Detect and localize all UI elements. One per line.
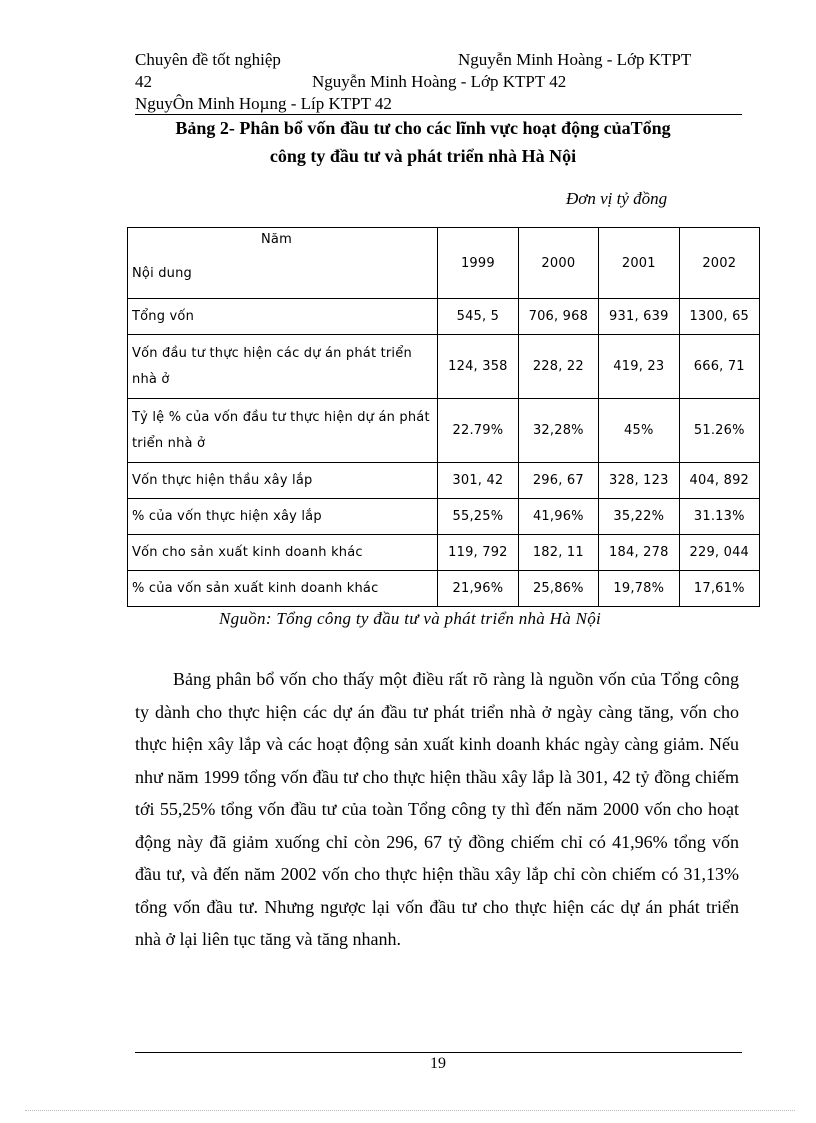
table-cell: 32,28% bbox=[518, 399, 598, 463]
table-header-row bbox=[128, 228, 760, 299]
table-cell: 17,61% bbox=[679, 571, 759, 607]
page-bottom-edge bbox=[25, 1110, 795, 1111]
row-label: Vốn thực hiện thầu xây lắp bbox=[128, 463, 438, 499]
page-number: 19 bbox=[430, 1055, 446, 1072]
table-cell: 124, 358 bbox=[438, 335, 518, 399]
table-cell: 296, 67 bbox=[518, 463, 598, 499]
table-cell: 229, 044 bbox=[679, 535, 759, 571]
table-cell: 35,22% bbox=[599, 499, 679, 535]
table-row bbox=[128, 535, 760, 571]
table-cell: 19,78% bbox=[599, 571, 679, 607]
table-cell: 41,96% bbox=[518, 499, 598, 535]
header-class-number: 42 bbox=[135, 72, 152, 91]
year-header: 2001 bbox=[599, 228, 679, 299]
table-cell: 1300, 65 bbox=[679, 299, 759, 335]
footer-rule bbox=[135, 1052, 742, 1053]
row-label: Vốn đầu tư thực hiện các dự án phát triển nhà ở bbox=[128, 335, 438, 399]
corner-content-label: Nội dung bbox=[132, 266, 193, 281]
table-cell: 25,86% bbox=[518, 571, 598, 607]
header-rule bbox=[135, 114, 742, 115]
table-cell: 931, 639 bbox=[599, 299, 679, 335]
table-cell: 328, 123 bbox=[599, 463, 679, 499]
row-label: Tỷ lệ % của vốn đầu tư thực hiện dự án phát triển nhà ở bbox=[128, 399, 438, 463]
table-cell: 22.79% bbox=[438, 399, 518, 463]
table-title-line2: công ty đầu tư và phát triển nhà Hà Nội bbox=[269, 146, 577, 166]
table-cell: 45% bbox=[599, 399, 679, 463]
table-cell: 119, 792 bbox=[438, 535, 518, 571]
row-label: % của vốn thực hiện xây lắp bbox=[128, 499, 438, 535]
table-corner-cell bbox=[128, 228, 438, 299]
year-header: 2000 bbox=[518, 228, 598, 299]
table-cell: 419, 23 bbox=[599, 335, 679, 399]
table-cell: 31.13% bbox=[679, 499, 759, 535]
table-row bbox=[128, 335, 760, 399]
row-label: % của vốn sản xuất kinh doanh khác bbox=[128, 571, 438, 607]
header-author-garbled: NguyÔn Minh Hoµng - Líp KTPT 42 bbox=[135, 94, 392, 113]
investment-table bbox=[127, 227, 760, 607]
header-author-repeat: Nguyễn Minh Hoàng - Lớp KTPT 42 bbox=[312, 72, 567, 91]
table-cell: 21,96% bbox=[438, 571, 518, 607]
corner-year-label: Năm bbox=[261, 232, 292, 247]
body-paragraph: Bảng phân bổ vốn cho thấy một điều rất rõ ràng là nguồn vốn của Tổng công ty dành cho thực hiện các dự án đầu tư phát triển nhà ở ngày càng tăng, vốn cho thực hiện xây lắp và các hoạt động sản xuất kinh doanh khác ngày càng giảm. Nếu như năm 1999 tổng vốn đầu tư cho thực hiện thầu xây lắp là 301, 42 tỷ đồng chiếm tới 55,25% tổng vốn đầu tư của toàn Tổng công ty thì đến năm 2000 vốn cho hoạt động này đã giảm xuống chỉ còn 296, 67 tỷ đồng chiếm chỉ có 41,96% tổng vốn đầu tư, và đến năm 2002 vốn cho thực hiện thầu xây lắp chỉ còn chiếm có 31,13% tổng vốn đầu tư. Nhưng ngược lại vốn đầu tư cho thực hiện các dự án phát triển nhà ở lại liên tục tăng và tăng nhanh. bbox=[135, 669, 739, 949]
header-doc-type: Chuyên đề tốt nghiệp bbox=[135, 50, 281, 69]
row-label: Tổng vốn bbox=[128, 299, 438, 335]
table-row bbox=[128, 299, 760, 335]
table-cell: 228, 22 bbox=[518, 335, 598, 399]
table-cell: 404, 892 bbox=[679, 463, 759, 499]
table-cell: 55,25% bbox=[438, 499, 518, 535]
unit-label: Đơn vị tỷ đồng bbox=[566, 189, 668, 208]
source-note: Nguồn: Tổng công ty đầu tư và phát triển nhà Hà Nội bbox=[219, 609, 602, 628]
header-author: Nguyễn Minh Hoàng - Lớp KTPT bbox=[458, 50, 692, 69]
year-header: 1999 bbox=[438, 228, 518, 299]
table-row bbox=[128, 463, 760, 499]
table-cell: 666, 71 bbox=[679, 335, 759, 399]
year-header: 2002 bbox=[679, 228, 759, 299]
table-row bbox=[128, 499, 760, 535]
table-row bbox=[128, 399, 760, 463]
table-cell: 301, 42 bbox=[438, 463, 518, 499]
table-title-line1: Bảng 2- Phân bổ vốn đầu tư cho các lĩnh vực hoạt động củaTổng bbox=[175, 118, 671, 138]
table-cell: 184, 278 bbox=[599, 535, 679, 571]
table-cell: 545, 5 bbox=[438, 299, 518, 335]
table-cell: 182, 11 bbox=[518, 535, 598, 571]
table-row bbox=[128, 571, 760, 607]
table-cell: 706, 968 bbox=[518, 299, 598, 335]
row-label: Vốn cho sản xuất kinh doanh khác bbox=[128, 535, 438, 571]
table-cell: 51.26% bbox=[679, 399, 759, 463]
